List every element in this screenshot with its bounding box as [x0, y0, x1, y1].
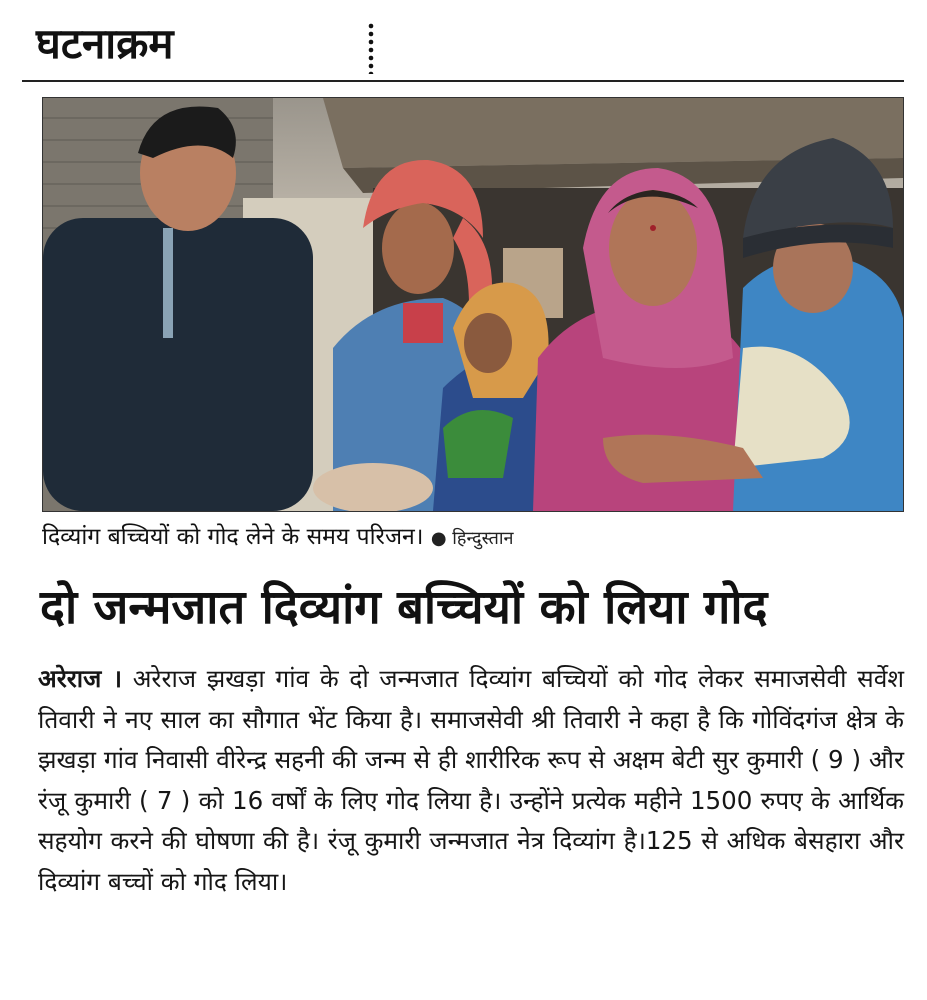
photo-credit: ● हिन्दुस्तान: [430, 528, 514, 549]
section-title: घटनाक्रम: [36, 19, 174, 68]
dateline: अरेराज ।: [38, 664, 123, 693]
photo-illustration: [43, 98, 903, 511]
section-header: [22, 8, 904, 82]
caption-text: दिव्यांग बच्चियों को गोद लेने के समय परिजन।: [42, 524, 424, 550]
news-photo: [42, 97, 904, 512]
article-headline: दो जन्मजात दिव्यांग बच्चियों को लिया गोद: [40, 580, 768, 635]
article-text: अरेराज झखड़ा गांव के दो जन्मजात दिव्यांग बच्चियों को गोद लेकर समाजसेवी सर्वेश तिवारी ने नए साल का सौगात भेंट किया है। समाजसेवी श्री तिवारी ने कहा है कि गोविंदगंज क्षेत्र के झखड़ा गांव निवासी वीरेन्द्र सहनी की जन्म से ही शारीरिक रूप से अक्षम बेटी सुर कुमारी ( 9 ) और रंजू कुमारी ( 7 ) को 16 वर्षों के लिए गोद लिया है। उन्होंने प्रत्येक महीने 1500 रुपए के आर्थिक सहयोग करने की घोषणा की है। रंजू कुमारी जन्मजात नेत्र दिव्यांग है।125 से अधिक बेसहारा और दिव्यांग बच्चों को गोद लिया।: [38, 664, 904, 896]
article-body: [38, 659, 904, 902]
dotted-divider: [368, 22, 374, 74]
photo-caption: [42, 517, 902, 557]
